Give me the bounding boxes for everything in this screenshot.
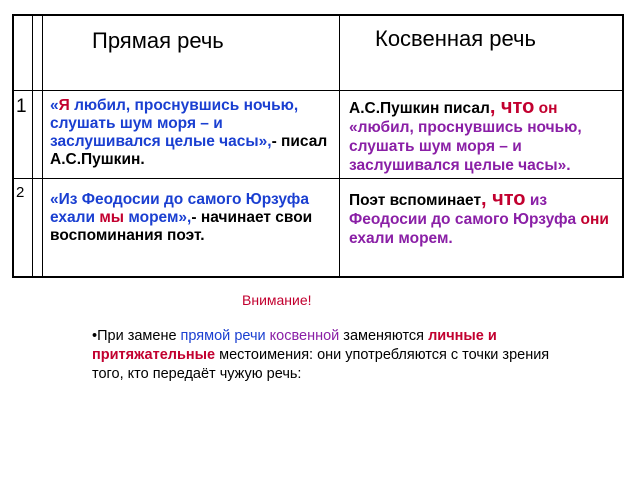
row-1-direct-speech	[50, 97, 330, 169]
direct-quote-1: любил, проснувшись ночью, слушать шум моря – и заслушивался целые часы»,	[50, 97, 299, 150]
note-indirect: косвенной	[269, 328, 340, 344]
pronoun-my: мы	[99, 209, 125, 226]
row-number-1: 1	[16, 96, 27, 117]
direct-tail-1: - писал А.С.Пушкин.	[50, 133, 328, 168]
note-text-7: местоимения: они употребляются с точки зрения того, кто передаёт чужую речь:	[92, 347, 550, 382]
direct-quote-2b: морем»,	[124, 209, 192, 226]
rule-note	[92, 327, 562, 384]
header-direct-speech: Прямая речь	[92, 28, 224, 53]
quote-open: «	[50, 97, 59, 114]
attention-title: Внимание!	[242, 292, 312, 308]
speech-table	[12, 14, 624, 278]
row-divider-1	[14, 178, 622, 179]
indirect-rest-2b: ехали морем.	[349, 230, 453, 247]
conj-chto-1: , что	[489, 96, 535, 118]
row-divider-header	[14, 90, 622, 91]
direct-quote-2a: «Из Феодосии до самого Юрзуфа ехали	[50, 191, 309, 226]
header-indirect-speech: Косвенная речь	[375, 26, 536, 51]
note-text-5: заменяются	[339, 328, 429, 344]
indirect-lead-1: А.С.Пушкин писал	[349, 100, 490, 117]
col-divider-2	[339, 16, 340, 276]
row-1-indirect-speech	[349, 98, 621, 175]
bullet: •	[92, 328, 98, 344]
direct-tail-2: - начинает свои воспоминания поэт.	[50, 209, 313, 244]
row-2-direct-speech	[50, 191, 335, 245]
note-pronouns: личные и притяжательные	[92, 328, 497, 363]
pronoun-on: он	[534, 100, 558, 117]
note-direct-speech: прямой речи	[180, 328, 266, 344]
indirect-lead-2: Поэт вспоминает	[349, 192, 482, 209]
row-2-indirect-speech	[349, 190, 621, 248]
indirect-rest-1: «любил, проснувшись ночью, слушать шум моря – и заслушивался целые часы».	[349, 119, 582, 174]
indirect-rest-2a: из Феодосии до самого Юрзуфа	[349, 192, 581, 228]
note-text-1: При замене	[97, 328, 181, 344]
pronoun-ya: Я	[58, 97, 70, 114]
col-divider-1b	[42, 16, 43, 276]
conj-chto-2: , что	[481, 188, 526, 210]
pronoun-oni: они	[580, 211, 609, 228]
col-divider-1	[32, 16, 33, 276]
row-number-2: 2	[16, 184, 25, 201]
